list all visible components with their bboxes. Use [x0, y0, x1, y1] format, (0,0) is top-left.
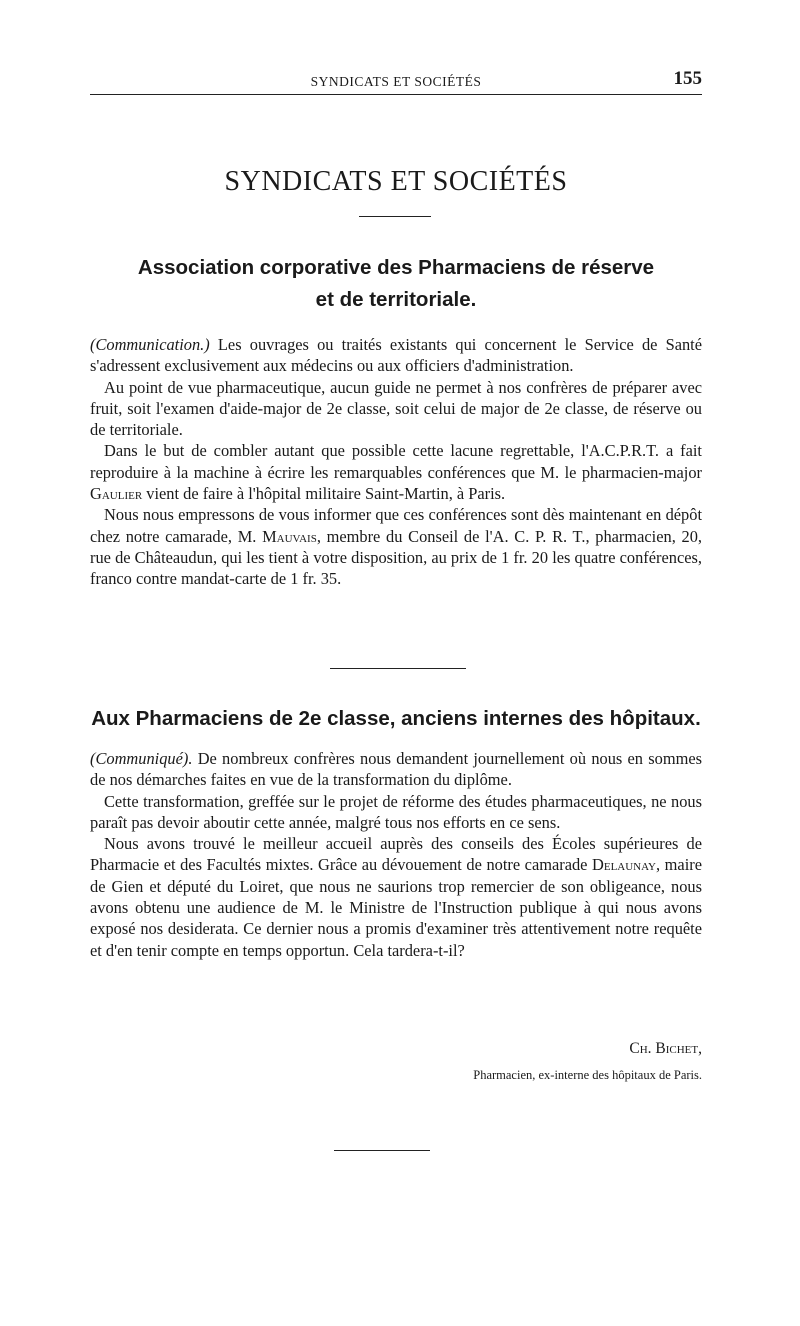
- page-title: SYNDICATS ET SOCIÉTÉS: [224, 166, 568, 197]
- section2-body: [90, 748, 702, 961]
- section1-paragraph-2: Au point de vue pharmaceutique, aucun guide ne permet à nos confrères de préparer avec fruit, soit l'examen d'aide-major de 2e classe, soit celui de major de 2e classe, de réserve ou de territoriale.: [90, 377, 702, 440]
- section1-paragraph-1: (Communication.) Les ouvrages ou traités existants qui concernent le Service de Santé s'adressent exclusivement aux médecins ou aux officiers d'administration.: [90, 335, 702, 376]
- running-title: SYNDICATS ET SOCIÉTÉS: [310, 74, 482, 89]
- person-name: Delaunay: [592, 855, 657, 875]
- person-name: Mauvais: [262, 526, 317, 546]
- title-divider: [359, 216, 431, 217]
- section1-heading-line2: et de territoriale.: [315, 288, 477, 311]
- person-name: Gaulier: [90, 484, 143, 504]
- running-header: [90, 68, 702, 95]
- section2-heading: Aux Pharmaciens de 2e classe, anciens internes des hôpitaux.: [91, 707, 701, 730]
- section1-paragraph-4: Nous nous empressons de vous informer que ces conférences sont dès maintenant en dépôt chez notre camarade, M. Mauvais, membre du Conseil de l'A. C. P. R. T., pharmacien, 20, rue de Châteaudun, qui les tient à votre disposition, au prix de 1 fr. 20 les quatre conférences, franco contre mandat-carte de 1 fr. 35.: [90, 505, 702, 589]
- section1-heading: [90, 252, 702, 316]
- section-divider: [330, 668, 466, 669]
- section1-heading-line1: Association corporative des Pharmaciens de réserve: [137, 256, 655, 279]
- section2-paragraph-2: Cette transformation, greffée sur le projet de réforme des études pharmaceutiques, ne nous paraît pas devoir aboutir cette année, malgré tous nos efforts en ce sens.: [90, 791, 702, 832]
- signature-role: Pharmacien, ex-interne des hôpitaux de Paris.: [473, 1068, 702, 1082]
- section2-paragraph-1: (Communiqué). De nombreux confrères nous demandent journellement où nous en sommes de nos démarches faites en vue de la transformation du diplôme.: [90, 749, 702, 790]
- communication-label: (Communication.): [90, 335, 210, 354]
- end-divider: [334, 1150, 430, 1151]
- section1-paragraph-3: Dans le but de combler autant que possible cette lacune regrettable, l'A.C.P.R.T. a fait reproduire à la machine à écrire les remarquables conférences que M. le pharmacien-major Gaulier vient de faire à l'hôpital militaire Saint-Martin, à Paris.: [90, 441, 702, 504]
- signature: Ch. Bichet,: [629, 1040, 702, 1057]
- section1-body: [90, 334, 702, 590]
- section2-paragraph-3: Nous avons trouvé le meilleur accueil auprès des conseils des Écoles supérieures de Pharmacie et des Facultés mixtes. Grâce au dévouement de notre camarade Delaunay, maire de Gien et député du Loiret, que nous ne saurions trop remercier de son obligeance, nous avons obtenu une audience de M. le Ministre de l'Instruction publique à qui nous avons exposé nos desiderata. Ce dernier nous a promis d'examiner très attentivement notre requête et d'en tenir compte en temps opportun. Cela tardera-t-il?: [90, 834, 702, 960]
- communique-label: (Communiqué).: [90, 749, 193, 768]
- page-number: 155: [673, 68, 702, 89]
